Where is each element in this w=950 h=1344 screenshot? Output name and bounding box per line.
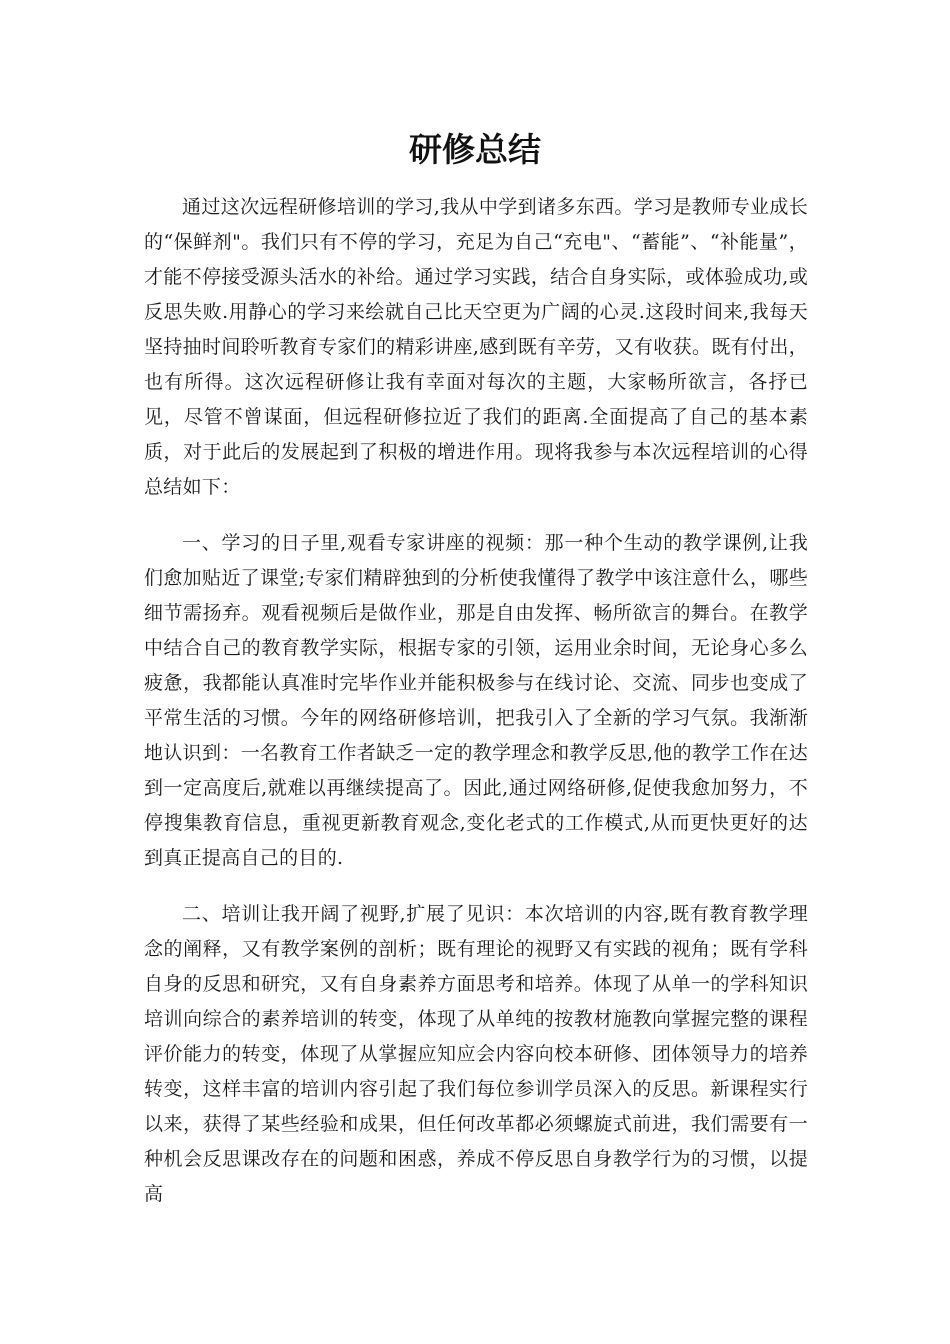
paragraph-section-two: 二、培训让我开阔了视野,扩展了见识：本次培训的内容,既有教育教学理念的阐释，又有教学案例的剖析；既有理论的视野又有实践的视角；既有学科自身的反思和研究，又有自身素养方面思考和培养。体现了从单一的学科知识培训向综合的素养培训的转变，体现了从单纯的按教材施教向掌握完整的课程评价能力的转变，体现了从掌握应知应会内容向校本研修、团体领导力的培养转变，这样丰富的培训内容引起了我们每位参训学员深入的反思。新课程实行以来，获得了某些经验和成果，但任何改革都必须螺旋式前进，我们需要有一种机会反思课改存在的问题和困惑，养成不停反思自身教学行为的习惯，以提高	[144, 903, 808, 1205]
paragraph-intro: 通过这次远程研修培训的学习,我从中学到诸多东西。学习是教师专业成长的“保鲜剂"。我们只有不停的学习，充足为自己“充电"、“蓄能”、“补能量”，才能不停接受源头活水的补给。通过学习实践，结合自身实际，或体验成功,或反思失败.用静心的学习来绘就自己比天空更为广阔的心灵.这段时间来,我每天坚持抽时间聆听教育专家们的精彩讲座,感到既有辛劳，又有收获。既有付出，也有所得。这次远程研修让我有幸面对每次的主题，大家畅所欲言，各抒已见，尽管不曾谋面，但远程研修拉近了我们的距离.全面提高了自己的基本素质，对于此后的发展起到了积极的增进作用。现将我参与本次远程培训的心得总结如下：	[144, 196, 808, 498]
document-title: 研修总结	[409, 130, 541, 169]
paragraph-section-one: 一、学习的日子里,观看专家讲座的视频：那一种个生动的教学课例,让我们愈加贴近了课堂;专家们精辟独到的分析使我懂得了教学中该注意什么，哪些细节需扬弃。观看视频后是做作业，那是自由发挥、畅所欲言的舞台。在教学中结合自己的教育教学实际，根据专家的引领，运用业余时间，无论身心多么疲惫，我都能认真准时完毕作业并能积极参与在线讨论、交流、同步也变成了平常生活的习惯。今年的网络研修培训，把我引入了全新的学习气氛。我渐渐地认识到：一名教育工作者缺乏一定的教学理念和教学反思,他的教学工作在达到一定高度后,就难以再继续提高了。因此,通过网络研修,促使我愈加努力，不停搜集教育信息，重视更新教育观念,变化老式的工作模式,从而更快更好的达到真正提高自己的目的.	[144, 532, 808, 869]
document-body	[144, 190, 808, 1233]
